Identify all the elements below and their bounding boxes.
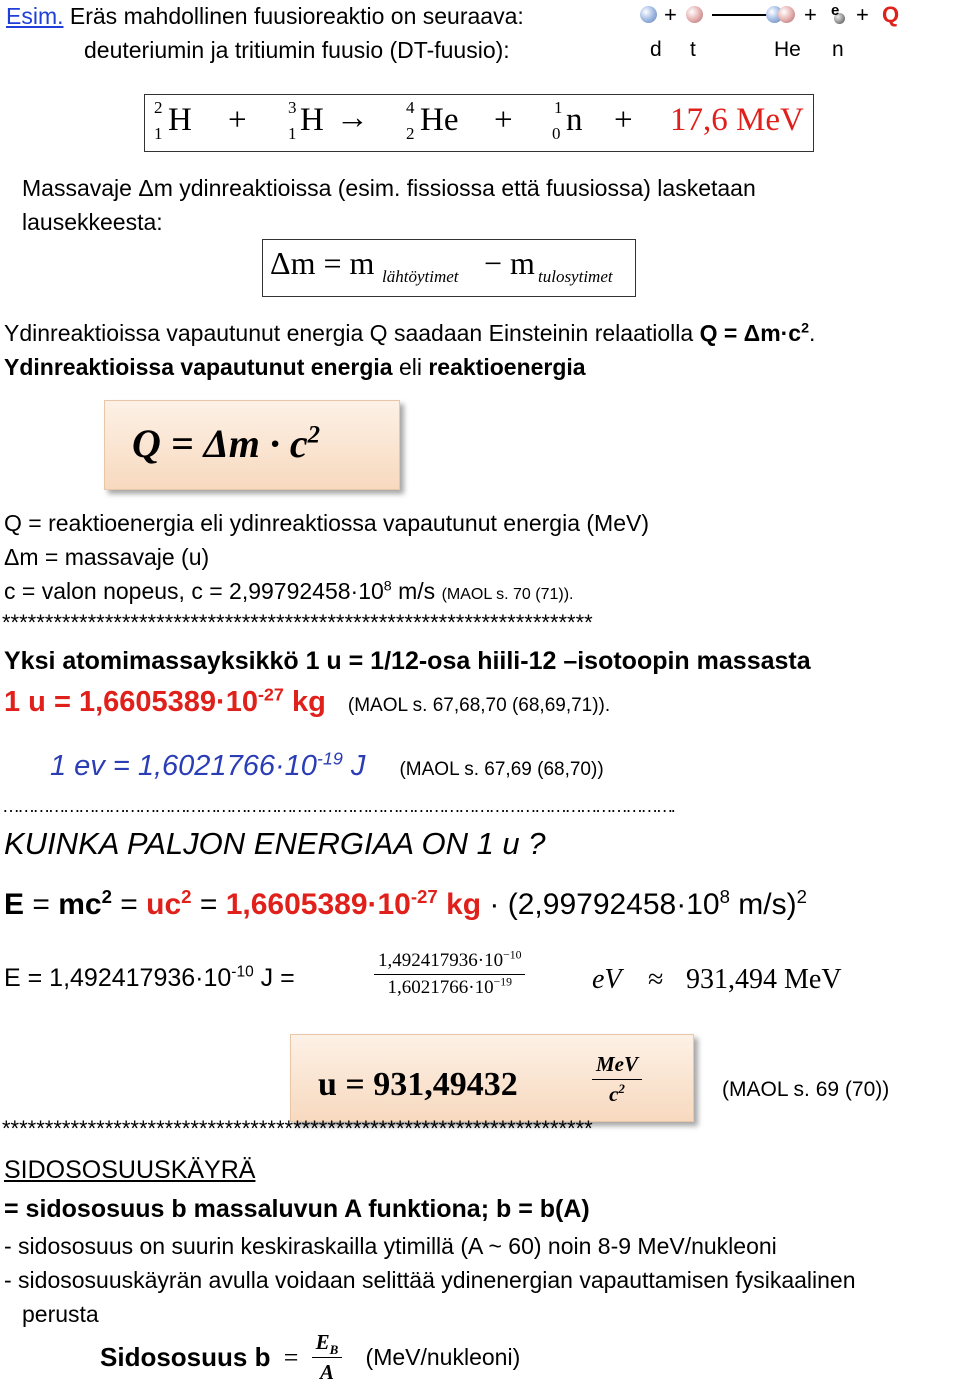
- n-mass: 1: [554, 98, 563, 117]
- energy-result: 931,494 MeV: [686, 964, 842, 995]
- intro-text-1: Eräs mahdollinen fuusioreaktio on seuraava:: [69, 3, 524, 29]
- diagram-label-he: He: [774, 38, 801, 61]
- einstein-text: Ydinreaktioissa vapautunut energia Q saadaan Einsteinin relaatiolla: [4, 320, 694, 346]
- he-symbol: He: [420, 102, 459, 138]
- energy-eq-3: =: [191, 888, 226, 921]
- diagram-plus-1: +: [664, 2, 677, 27]
- n-z: 0: [552, 124, 561, 143]
- ev-value-sup: -19: [316, 748, 343, 769]
- definition-c-a: c = valon nopeus, c = 2,99792458·10: [4, 578, 384, 604]
- star-divider-1: *********************************************************************: [2, 610, 593, 635]
- energy-calc-line: [4, 964, 295, 993]
- einstein-line-2-a: Ydinreaktioissa vapautunut energia: [4, 354, 393, 380]
- sidosuus-line-1: = sidososuus b massaluvun A funktiona; b = b(A): [4, 1195, 590, 1223]
- h3-z: 1: [288, 124, 297, 143]
- diagram-q: Q: [882, 2, 900, 27]
- h3-symbol: H: [300, 102, 324, 138]
- definition-c-ref: (MAOL s. 70 (71)).: [441, 586, 574, 603]
- energy-val: 1,6605389·10: [225, 888, 411, 921]
- sidosuus-bullet-2: - sidososuuskäyrän avulla voidaan selittää ydinenergian vapauttamisen fysikaalinen: [4, 1267, 856, 1293]
- reaction-arrow: →: [336, 100, 369, 136]
- massavaje-formula: [262, 239, 634, 295]
- diagram-plus-2: +: [804, 2, 817, 27]
- energy-uc: uc: [146, 888, 182, 921]
- energy-approx: ≈: [648, 964, 664, 995]
- massavaje-minus: − m: [484, 245, 535, 281]
- definition-c: [4, 578, 573, 605]
- amu-ref: (MAOL s. 67,68,70 (68,69,71)).: [347, 695, 611, 716]
- energy-ev: eV: [592, 964, 622, 995]
- energy-e: E: [4, 888, 25, 921]
- dotted-divider: …………………………………………………………………………………………………………………….: [2, 796, 674, 816]
- massavaje-line-2: lausekkeesta:: [22, 209, 163, 235]
- einstein-formula-inline: Q = Δm·c: [699, 320, 802, 346]
- amu-value-line: [4, 686, 610, 719]
- energy-rest-sq: 2: [796, 886, 807, 907]
- diagram-label-d: d: [650, 38, 662, 61]
- deuterium-icon: [640, 6, 657, 23]
- energy-rest-sup: 8: [719, 886, 730, 907]
- u-ref: (MAOL s. 69 (70)): [722, 1078, 890, 1101]
- amu-value-sup: -27: [257, 684, 284, 705]
- energy-mc: mc: [58, 888, 102, 921]
- he-mass: 4: [406, 98, 415, 117]
- sidosuus-formula-eq: =: [283, 1342, 299, 1372]
- energy-rest: · (2,99792458·10: [481, 888, 720, 921]
- energy-mc-sup: 2: [101, 886, 112, 907]
- diagram-label-n: n: [832, 38, 844, 61]
- sidosuus-fraction-num: $E_B$: [312, 1330, 343, 1358]
- energy-eq-1: =: [24, 888, 59, 921]
- energy-calc-a: E = 1,492417936·10: [4, 964, 232, 992]
- plus-3: +: [614, 102, 633, 138]
- energy-question: KUINKA PALJON ENERGIAA ON 1 u ?: [4, 826, 546, 861]
- tritium-icon: [686, 6, 703, 23]
- reaction-energy: 17,6 MeV: [670, 102, 804, 138]
- u-unit-num: MeV: [592, 1052, 642, 1080]
- einstein-period: .: [809, 320, 816, 346]
- massavaje-line-1: Massavaje Δm ydinreaktioissa (esim. fissiossa että fuusiossa) lasketaan: [22, 175, 756, 201]
- u-result-unit: [592, 1052, 642, 1107]
- einstein-formula-sup: 2: [801, 320, 810, 337]
- einstein-line-2: [4, 354, 586, 381]
- definition-dm: Δm = massavaje (u): [4, 544, 210, 570]
- energy-fraction: [374, 950, 525, 999]
- amu-line-1: Yksi atomimassayksikkö 1 u = 1/12-osa hiili-12 –isotoopin massasta: [4, 647, 811, 675]
- sidosuus-title: SIDOSOSUUSKÄYRÄ: [4, 1156, 256, 1184]
- energy-val-sup: -27: [410, 886, 438, 907]
- einstein-line-2-b: eli: [398, 354, 422, 380]
- amu-value-b: kg: [283, 686, 326, 718]
- reaction-equation: [150, 94, 818, 150]
- sidosuus-bullet-1: - sidososuus on suurin keskiraskailla ytimillä (A ~ 60) noin 8-9 MeV/nukleoni: [4, 1233, 777, 1259]
- energy-formula-line: [4, 888, 807, 922]
- ev-value-a: 1 ev = 1,6021766·10: [50, 750, 317, 782]
- energy-fraction-den: $1,6021766\cdot 10^{-19}$: [387, 975, 512, 998]
- n-symbol: n: [566, 102, 583, 138]
- ev-value-b: J: [342, 750, 366, 782]
- h2-mass: 2: [154, 98, 163, 117]
- sidosuus-formula: [100, 1330, 520, 1385]
- u-result-value: u = 931,49432: [318, 1066, 518, 1103]
- energy-rest-b: m/s): [729, 888, 797, 921]
- plus-1: +: [228, 102, 247, 138]
- diagram-e: e: [831, 2, 840, 19]
- massavaje-lhs: Δm = m: [270, 245, 375, 281]
- u-result: [318, 1066, 518, 1104]
- definition-c-b: m/s: [391, 578, 436, 604]
- einstein-formula-box-sup: 2: [307, 421, 321, 449]
- definition-c-sup: 8: [383, 578, 392, 595]
- star-divider-2: *********************************************************************: [2, 1116, 593, 1141]
- diagram-plus-3: +: [856, 2, 869, 27]
- helium-icon-b: [778, 6, 795, 23]
- h2-symbol: H: [168, 102, 192, 138]
- energy-uc-sup: 2: [181, 886, 192, 907]
- esim-link[interactable]: Esim.: [6, 3, 64, 29]
- reaction-arrow-icon: [712, 14, 772, 16]
- energy-calc-sup: -10: [231, 963, 254, 981]
- einstein-formula-text: Q = Δm · c: [132, 421, 308, 466]
- diagram-label-t: t: [690, 38, 696, 61]
- h2-z: 1: [154, 124, 163, 143]
- amu-value-a: 1 u = 1,6605389·10: [4, 686, 258, 718]
- he-z: 2: [406, 124, 415, 143]
- definition-q: Q = reaktioenergia eli ydinreaktiossa vapautunut energia (MeV): [4, 510, 649, 536]
- einstein-line-1: [4, 320, 815, 347]
- sidosuus-fraction-den: A: [319, 1360, 334, 1384]
- plus-2: +: [494, 102, 513, 138]
- einstein-formula: [132, 420, 320, 467]
- energy-kg: kg: [437, 888, 482, 921]
- intro-line-2: deuteriumin ja tritiumin fuusio (DT-fuusio):: [84, 37, 510, 63]
- ev-value-line: [50, 750, 604, 783]
- sidosuus-formula-label: Sidososuus b: [100, 1342, 271, 1372]
- h3-mass: 3: [288, 98, 297, 117]
- energy-calc-b: J =: [253, 964, 295, 992]
- ev-ref: (MAOL s. 67,69 (68,70)): [399, 759, 604, 780]
- energy-fraction-num: $1,492417936\cdot 10^{-10}$: [374, 950, 525, 975]
- intro-line-1: [6, 3, 524, 30]
- einstein-line-2-c: reaktioenergia: [428, 354, 586, 380]
- massavaje-sub-2: tulosytimet: [538, 267, 613, 286]
- fusion-diagram: [630, 2, 950, 66]
- u-unit-den: $c^2$: [609, 1081, 625, 1106]
- massavaje-sub-1: lähtöytimet: [382, 267, 459, 286]
- sidosuus-bullet-2-cont: perusta: [22, 1301, 99, 1327]
- sidosuus-formula-unit: (MeV/nukleoni): [365, 1344, 521, 1370]
- sidosuus-fraction: [312, 1330, 343, 1385]
- energy-eq-2: =: [111, 888, 147, 921]
